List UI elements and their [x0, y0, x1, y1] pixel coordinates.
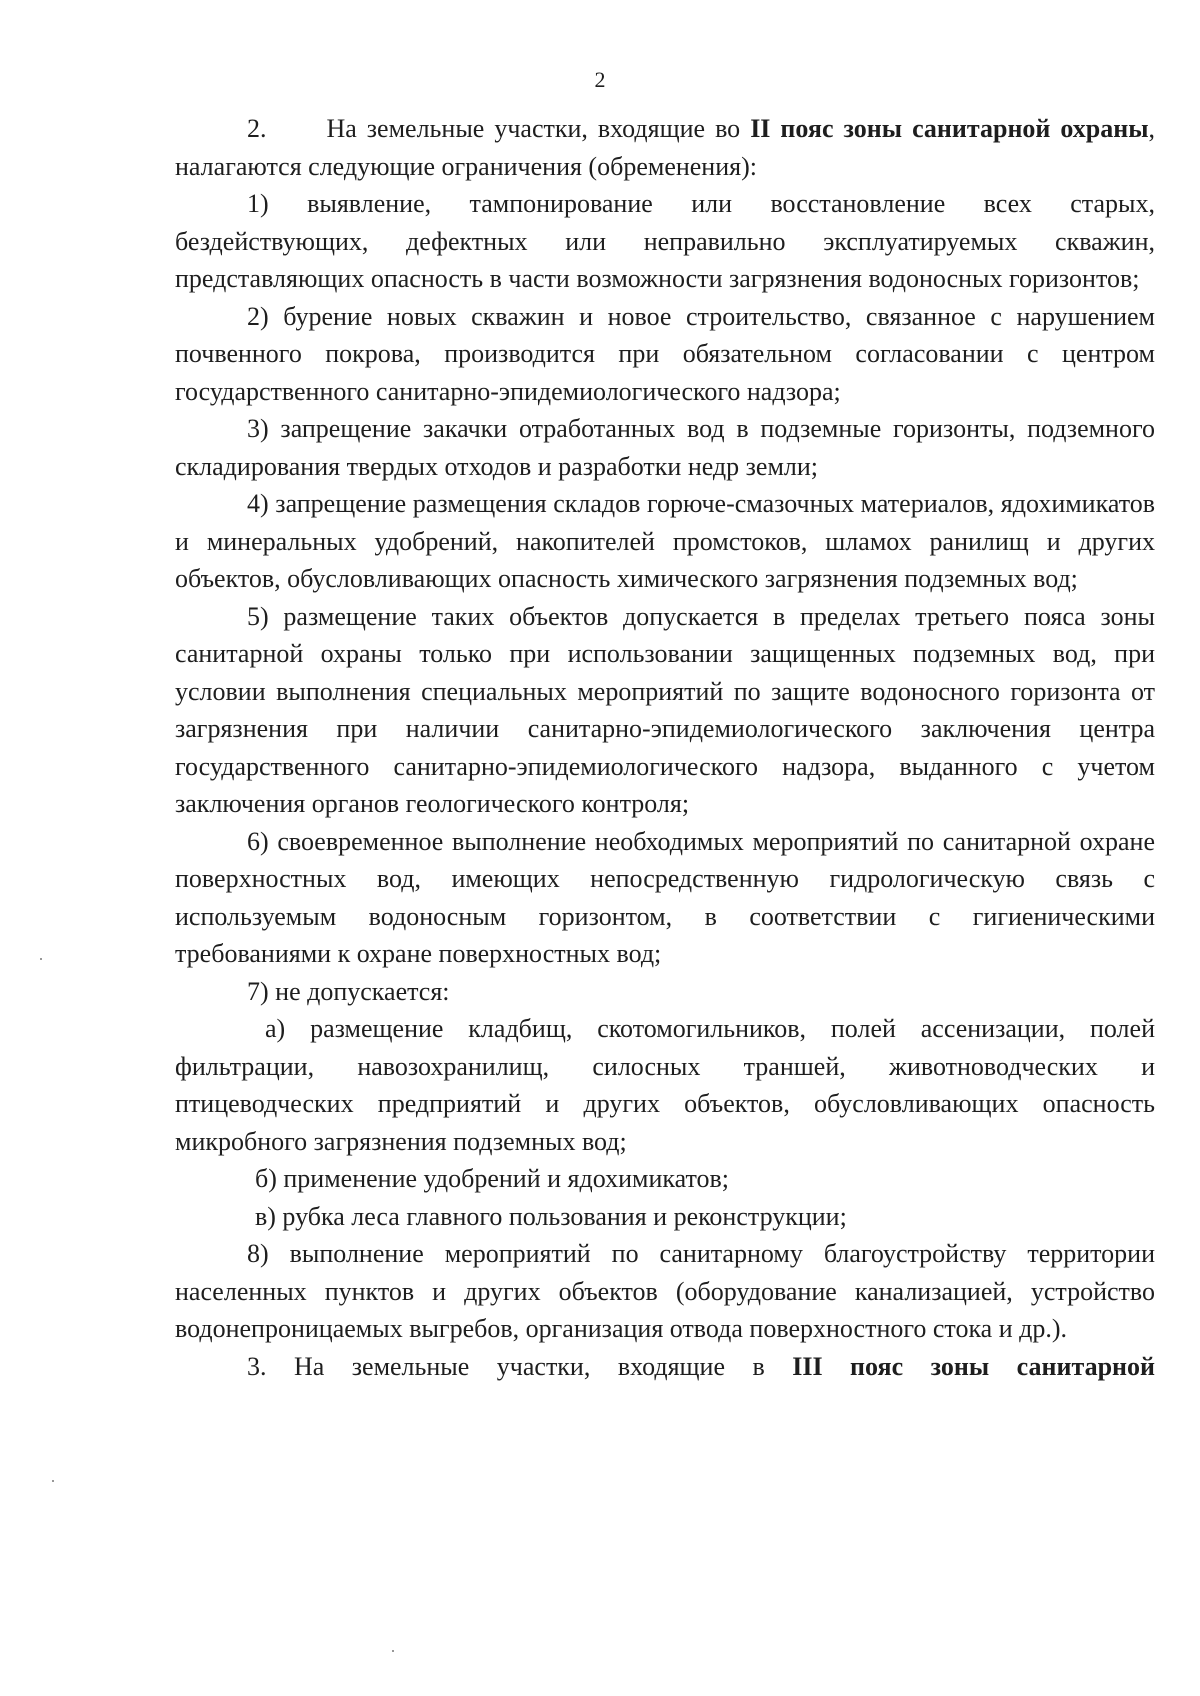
- item-7a: а) размещение кладбищ, скотомогильников, полей ассенизации, полей фильтрации, навозохранилищ, силосных траншей, животноводческих и птицеводческих предприятий и других объектов, обусловливающих опасность микробного загрязнения подземных вод;: [175, 1014, 1155, 1156]
- item-1: 1) выявление, тампонирование или восстановление всех старых, бездействующих, дефектных или неправильно эксплуатируемых скважин, представляющих опасность в части возможности загрязнения водоносных горизонтов;: [175, 189, 1155, 293]
- section-3-paragraph: [175, 1348, 1155, 1386]
- item-4: 4) запрещение размещения складов горюче-смазочных материалов, ядохимикатов и минеральных удобрений, накопителей промстоков, шламох ранилищ и других объектов, обусловливающих опасность химического загрязнения подземных вод;: [175, 489, 1155, 593]
- section-2-number: 2.: [247, 114, 267, 143]
- item-3: 3) запрещение закачки отработанных вод в подземные горизонты, подземного складирования твердых отходов и разработки недр земли;: [175, 414, 1155, 481]
- item-7c: в) рубка леса главного пользования и реконструкции;: [255, 1201, 847, 1231]
- item-6: 6) своевременное выполнение необходимых мероприятий по санитарной охране поверхностных вод, имеющих непосредственную гидрологическую связь с используемым водоносным горизонтом, в соответствии с гигиеническими требованиями к охране поверхностных вод;: [175, 826, 1155, 968]
- item-7: 7) не допускается:: [247, 976, 450, 1006]
- item-2: 2) бурение новых скважин и новое строительство, связанное с нарушением почвенного покрова, производится при обязательном согласовании с центром государственного санитарно-эпидемиологического надзора;: [175, 301, 1155, 406]
- item-7b: б) применение удобрений и ядохимикатов;: [255, 1164, 729, 1193]
- section-3-bold: III пояс зоны санитарной: [792, 1351, 1155, 1381]
- item-5: 5) размещение таких объектов допускается в пределах третьего пояса зоны санитарной охраны только при использовании защищенных подземных вод, при условии выполнения специальных мероприятий по защите водоносного горизонта от загрязнения при наличии санитарно-эпидемиологического заключения центра государственного санитарно-эпидемиологического надзора, выданного с учетом заключения органов геологического контроля;: [175, 601, 1155, 818]
- section-2-bold-a: II пояс зоны санитарной: [750, 114, 1051, 143]
- scan-speck: [392, 1650, 394, 1652]
- scan-speck: [40, 958, 42, 960]
- section-2-lead: На земельные участки, входящие во: [326, 114, 751, 143]
- section-2-bold-b: охраны: [1060, 114, 1149, 143]
- item-8: 8) выполнение мероприятий по санитарному благоустройству территории населенных пунктов и других объектов (оборудование канализацией, устройство водонепроницаемых выгребов, организация отвода поверхностного стока и др.).: [175, 1239, 1155, 1343]
- section-2-paragraph: [175, 110, 1155, 185]
- document-body: [175, 110, 1155, 1385]
- section-3-lead: 3. На земельные участки, входящие в: [247, 1351, 793, 1381]
- page-number: 2: [594, 67, 606, 92]
- scan-speck: [52, 1480, 54, 1482]
- section-2-rest: , налагаются следующие ограничения (обременения):: [175, 114, 1155, 181]
